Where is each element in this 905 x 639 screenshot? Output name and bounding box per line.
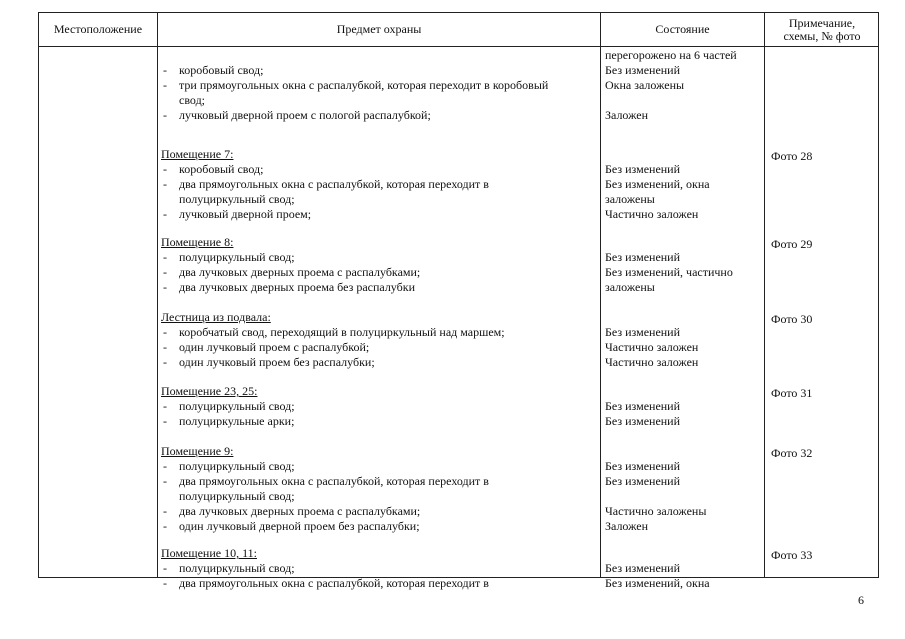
list-item: - лучковый дверной проем с пологой распалубкой;	[161, 108, 591, 123]
list-item: - полуциркульный свод;	[161, 250, 591, 265]
state-text: перегорожено на 6 частей	[605, 48, 737, 62]
header-subject-label: Предмет охраны	[336, 22, 422, 36]
list-item: - два лучковых дверных проема с распалубками;	[161, 265, 591, 280]
state-text: Частично заложен	[605, 207, 699, 221]
list-item: - коробчатый свод, переходящий в полуциркульный над маршем;	[161, 325, 591, 340]
list-item: - два лучковых дверных проема с распалубками;	[161, 504, 591, 519]
state-cell	[605, 48, 761, 123]
photo-reference: Фото 30	[771, 312, 813, 326]
room-heading: Лестница из подвала:	[161, 310, 271, 324]
spacer	[161, 48, 591, 63]
list-item-continuation: полуциркульный свод;	[179, 489, 295, 503]
page-number: 6	[858, 593, 864, 607]
subject-cell	[161, 235, 591, 295]
state-text: Без изменений	[605, 162, 681, 176]
subject-cell	[161, 384, 591, 429]
list-item: - коробовый свод;	[161, 162, 591, 177]
list-item: - полуциркульный свод;	[161, 399, 591, 414]
state-text	[605, 310, 761, 325]
state-text: Без изменений, частично	[605, 265, 733, 279]
photo-reference: Фото 32	[771, 446, 813, 460]
subject-cell	[161, 48, 591, 123]
header-location	[39, 13, 157, 46]
column-divider	[600, 13, 601, 577]
header-divider	[39, 46, 878, 47]
state-text: Заложен	[605, 519, 649, 533]
photo-reference: Фото 31	[771, 386, 813, 400]
list-item-continuation: полуциркульный свод;	[179, 192, 295, 206]
state-text: Частично заложен	[605, 340, 699, 354]
list-item: - два лучковых дверных проема без распалубки	[161, 280, 591, 295]
state-cell	[605, 235, 761, 295]
room-heading: Помещение 7:	[161, 147, 234, 161]
state-text	[605, 444, 761, 459]
list-item: - полуциркульный свод;	[161, 459, 591, 474]
state-text: Без изменений	[605, 414, 681, 428]
state-text	[605, 384, 761, 399]
state-cell	[605, 444, 761, 534]
state-text: Частично заложены	[605, 504, 707, 518]
header-note-label: Примечание,	[788, 15, 856, 30]
header-location-label: Местоположение	[53, 22, 143, 36]
subject-cell	[161, 310, 591, 370]
header-note-label: схемы, № фото	[783, 28, 861, 43]
list-item: - три прямоугольных окна с распалубкой, которая переходит в коробовый	[161, 78, 591, 93]
list-item-continuation: свод;	[179, 93, 206, 107]
state-text: Без изменений	[605, 474, 681, 488]
list-item: - полуциркульный свод;	[161, 561, 591, 576]
column-divider	[157, 13, 158, 577]
list-item: - два прямоугольных окна с распалубкой, которая переходит в	[161, 474, 591, 489]
state-text	[605, 546, 761, 561]
subject-cell	[161, 147, 591, 222]
room-heading: Помещение 10, 11:	[161, 546, 257, 560]
state-text	[605, 93, 761, 108]
state-text: заложены	[605, 192, 655, 206]
state-cell	[605, 147, 761, 222]
state-text	[605, 489, 761, 504]
state-cell	[605, 310, 761, 370]
subject-cell	[161, 444, 591, 534]
photo-reference: Фото 28	[771, 149, 813, 163]
state-text: Без изменений	[605, 250, 681, 264]
column-divider	[764, 13, 765, 577]
subject-cell	[161, 546, 591, 591]
list-item: - один лучковый проем с распалубкой;	[161, 340, 591, 355]
list-item: - коробовый свод;	[161, 63, 591, 78]
document-table	[38, 12, 879, 590]
list-item: - один лучковый проем без распалубки;	[161, 355, 591, 370]
list-item: - один лучковый дверной проем без распалубки;	[161, 519, 591, 534]
room-heading: Помещение 9:	[161, 444, 234, 458]
room-heading: Помещение 23, 25:	[161, 384, 258, 398]
state-text: Без изменений, окна	[605, 177, 710, 191]
state-text	[605, 147, 761, 162]
state-text: Без изменений	[605, 399, 681, 413]
state-text: заложены	[605, 280, 655, 294]
state-cell	[605, 384, 761, 429]
header-subject	[158, 13, 600, 46]
state-text: Заложен	[605, 108, 649, 122]
state-text: Окна заложены	[605, 78, 685, 92]
list-item: - два прямоугольных окна с распалубкой, которая переходит в	[161, 576, 591, 591]
header-state	[601, 13, 764, 46]
header-state-label: Состояние	[655, 22, 710, 36]
list-item: - два прямоугольных окна с распалубкой, которая переходит в	[161, 177, 591, 192]
state-text: Без изменений	[605, 459, 681, 473]
state-cell	[605, 546, 761, 591]
room-heading: Помещение 8:	[161, 235, 234, 249]
state-text: Без изменений	[605, 561, 681, 575]
state-text: Частично заложен	[605, 355, 699, 369]
state-text: Без изменений	[605, 63, 681, 77]
state-text	[605, 235, 761, 250]
photo-reference: Фото 33	[771, 548, 813, 562]
list-item: - лучковый дверной проем;	[161, 207, 591, 222]
list-item: - полуциркульные арки;	[161, 414, 591, 429]
photo-reference: Фото 29	[771, 237, 813, 251]
header-note	[765, 13, 879, 46]
state-text: Без изменений	[605, 325, 681, 339]
state-text: Без изменений, окна	[605, 576, 710, 590]
